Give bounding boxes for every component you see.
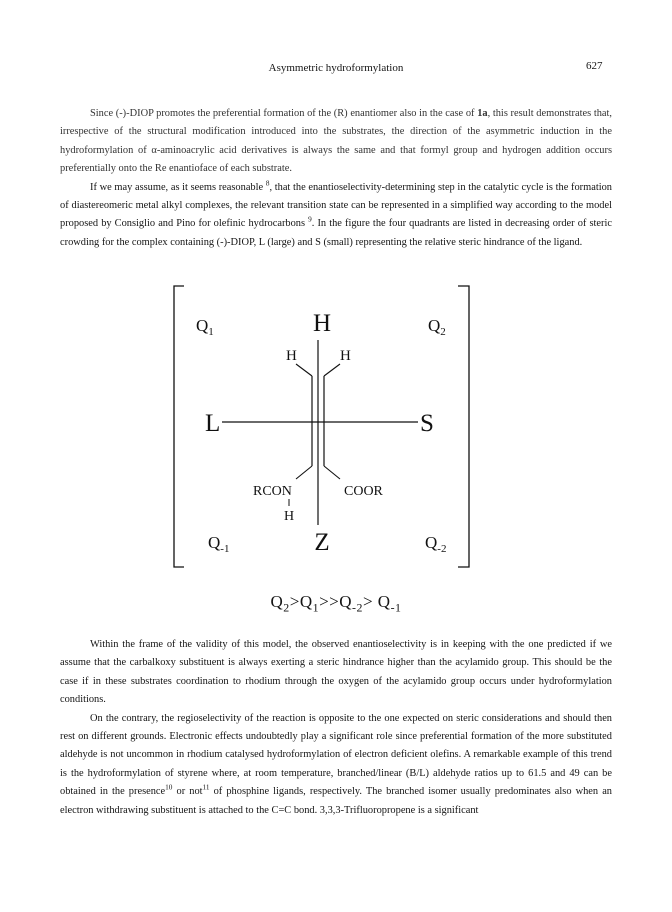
quadrant-label-q-2: $Q_{-2}$: [425, 533, 447, 555]
page-number: 627: [586, 60, 603, 72]
reference-superscript: 8: [265, 179, 270, 188]
bottom-z-label: Z: [314, 529, 330, 556]
reference-superscript: 11: [202, 783, 210, 792]
olefin-h-left-label: H: [286, 348, 297, 364]
paragraph: On the contrary, the regioselectivity of the reaction is opposite to the one expected on steric considerations and should then rest on different grounds. Electronic effects undoubtedly play a significant role since preferential formation of the more substituted aldehyde is not uncommon in rhodium catalysed hydroformylation of electron deficient olefins. A remarkable example of this trend is the hydroformylation of styrene where, at room temperature, branched/linear (B/L) aldehyde ratios up to 61.5 and 49 can be obtained in the presence$^{10}$ or not$^{11}$ of phosphine ligands, respectively. The branched isomer usually predominates also when an electron withdrawing substituent is attached to the C=C bond. 3,3,3-Trifluoropropene is a significant: [60, 712, 612, 816]
top-hydrogen-label: H: [312, 310, 332, 337]
quadrant-order-inequality: $Q_2>Q_1>>Q_{-2}> Q_{-1}$: [270, 592, 402, 615]
bond-coor: [324, 466, 340, 479]
right-bracket: [458, 286, 469, 567]
quadrant-label-q1: $Q_1$: [196, 316, 214, 338]
ligand-small-label: S: [420, 410, 434, 437]
body-text-bottom: [60, 636, 612, 820]
bond-rcon: [296, 466, 312, 479]
left-bracket: [174, 286, 184, 567]
quadrant-label-q-1: $Q_{-1}$: [208, 533, 230, 555]
bond-h-right: [324, 364, 340, 376]
coor-label: COOR: [344, 484, 383, 499]
rcon-label: RCON: [253, 484, 292, 499]
olefin-h-right-label: H: [340, 348, 351, 364]
paragraph: Since (-)-DIOP promotes the preferential formation of the (R) enantiomer also in the case of 1a, this result demonstrates that, irrespective of the structural modification introduced into the substrates, the direction of the asymmetric induction in the hydroformylation of α-aminoacrylic acid derivatives is always the same and that formyl group and hydrogen addition occurs preferentially onto the Re enantioface of each substrate.: [60, 108, 612, 175]
ligand-large-label: L: [205, 410, 221, 437]
paragraph: Within the frame of the validity of this model, the observed enantioselectivity is in keeping with the one predicted if we assume that the carbalkoxy substituent is always exerting a steric hindrance higher than the acylamido group. This should be the case if in these substrates coordination to rhodium through the oxygen of the acylamido group occurs under hydroformylation conditions.: [60, 639, 612, 706]
amide-h-label: H: [284, 509, 295, 524]
paragraph: If we may assume, as it seems reasonable $^8$, that the enantioselectivity-determining step in the catalytic cycle is the formation of diastereomeric metal alkyl complexes, the relevant transition state can be represented in a simplified way according to the model proposed by Consiglio and Pino for olefinic hydrocarbons $^9$. In the figure the four quadrants are listed in decreasing order of steric crowding for the complex containing (-)-DIOP, L (large) and S (small) representing the relative steric hindrance of the ligand.: [60, 179, 612, 248]
running-title: Asymmetric hydroformylation: [268, 62, 404, 74]
quadrant-label-q2: $Q_2$: [428, 316, 446, 338]
bond-h-left: [296, 364, 312, 376]
reference-superscript: 9: [308, 215, 312, 224]
reference-superscript: 10: [165, 783, 173, 792]
compound-label: 1a: [477, 108, 488, 119]
